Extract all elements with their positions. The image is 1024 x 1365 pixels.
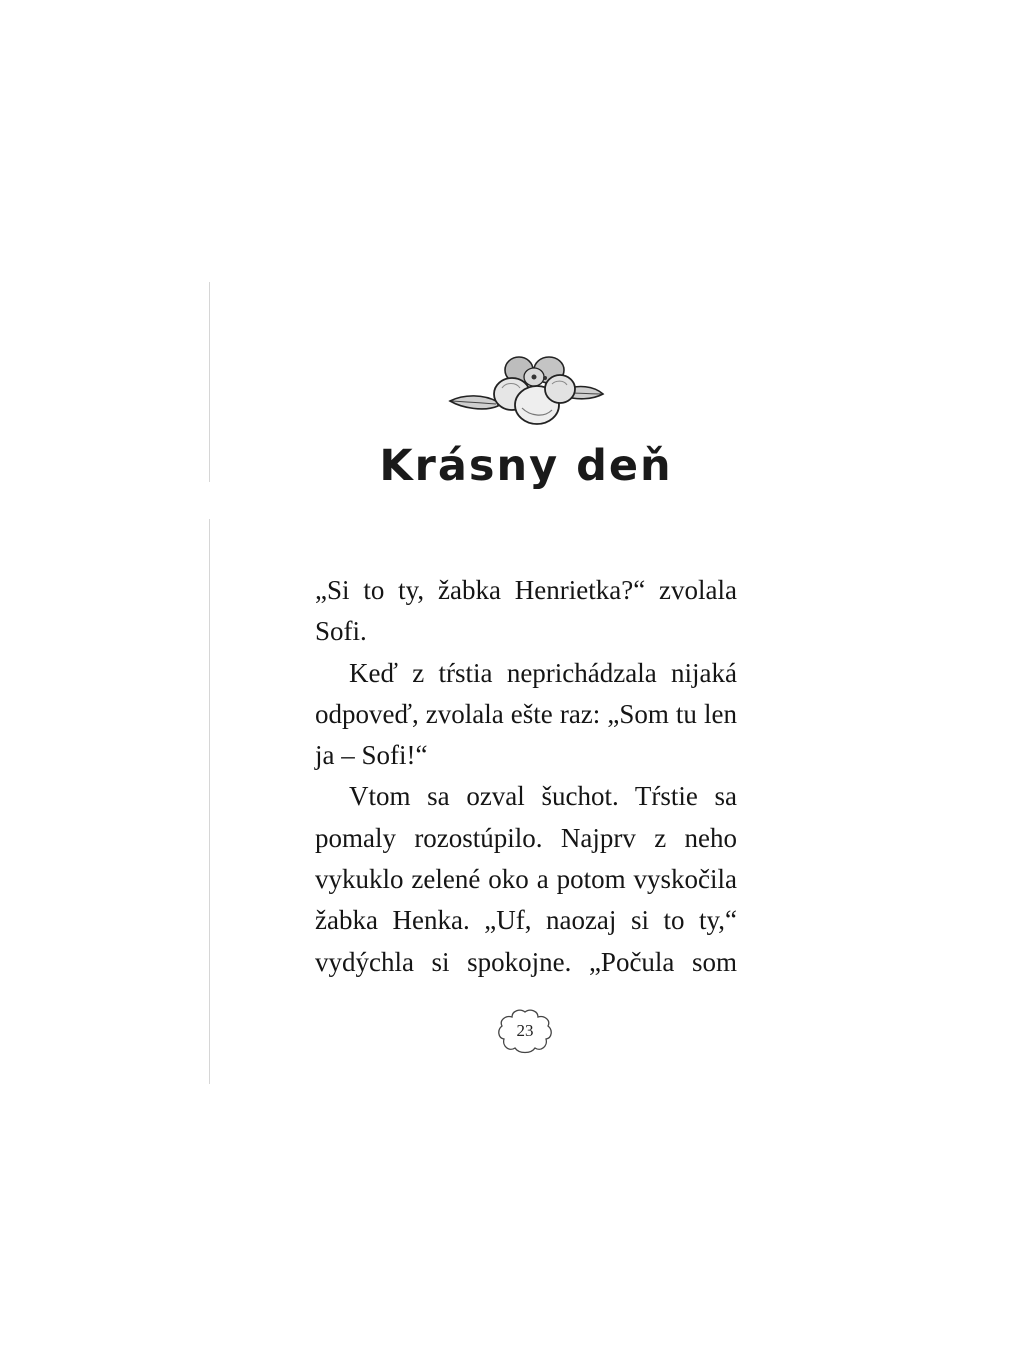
text-line: ja – Sofi!“ (315, 740, 428, 771)
text-line: pomaly rozostúpilo. Najprv z neho (315, 822, 737, 853)
text-line: vydýchla si spokojne. „Počula som (315, 946, 737, 977)
body-text (315, 570, 737, 983)
paragraph (315, 653, 737, 777)
text-line: Vtom sa ozval šuchot. Tŕstie sa (349, 781, 737, 812)
page-binding-edge-bottom (209, 519, 210, 1084)
chapter-title: Krásny deň (379, 441, 673, 491)
page-number: 23 (516, 1021, 534, 1040)
text-line: Sofi. (315, 616, 367, 647)
paragraph (315, 570, 737, 653)
text-line: odpoveď, zvolala ešte raz: „Som tu len (315, 698, 737, 729)
paragraph (315, 776, 737, 982)
text-line: vykuklo zelené oko a potom vyskočila (315, 864, 737, 895)
page-binding-edge-top (209, 282, 210, 482)
text-line: „Si to ty, žabka Henrietka?“ zvolala (315, 575, 737, 605)
flower-ornament-icon (446, 350, 606, 432)
text-line: Keď z tŕstia neprichádzala nijaká (349, 657, 737, 688)
text-line: žabka Henka. „Uf, naozaj si to ty,“ (315, 905, 737, 936)
